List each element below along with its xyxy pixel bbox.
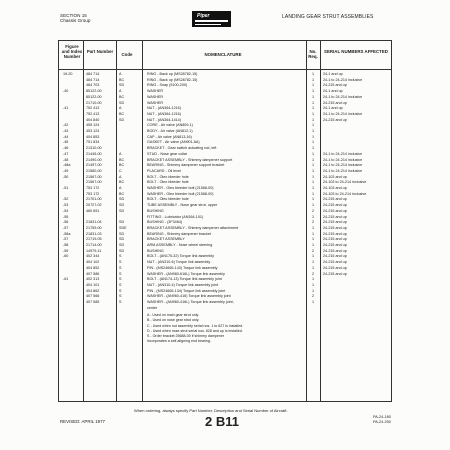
qty-required-cell: 1 [311, 100, 315, 105]
serial-numbers-cell: 24-103 to 24-214 inclusive [323, 191, 367, 196]
part-number-cell: 21490-00 [86, 157, 102, 162]
nomenclature-cell: BRACKET ASSEMBLY - Shimmy dampener attachment [147, 225, 239, 230]
figure-index-cell: -49 [63, 168, 69, 173]
code-cell: C [119, 168, 122, 173]
nomenclature-cell: WASHER [147, 89, 164, 94]
serial-numbers-cell: 24-1 and up [323, 89, 343, 94]
qty-required-cell: 1 [311, 72, 315, 76]
col-header-code: Code [121, 52, 133, 57]
part-number-cell: 753 172 [86, 191, 100, 196]
col-header-nomenclature: NOMENCLATURE [204, 52, 242, 57]
nomenclature-cell: BEARING - Shimmy dampener bracket [147, 231, 211, 236]
part-number-cell: 85122-00 [86, 89, 102, 94]
figure-index-cell: -53 [63, 203, 69, 208]
logo-text: Piper [197, 13, 210, 19]
figure-index-cell: -61 [63, 277, 69, 282]
code-cell: S [119, 300, 122, 304]
part-number-cell: 402 344 [86, 254, 100, 259]
part-number-cell: 407 586 [86, 271, 100, 276]
nomenclature-cell: RING - Snap (5100-200) [147, 83, 188, 88]
nomenclature-cell: PLACARD - Oil level [147, 168, 181, 173]
code-cell: SD [119, 208, 125, 213]
code-cell: A [119, 151, 122, 156]
part-number-cell: 404 102 [86, 260, 100, 265]
model-code: PA-24-250 [373, 420, 391, 425]
serial-numbers-cell: 24-1 to 24-214 inclusive [323, 163, 363, 168]
group-label: Chassis Group [60, 18, 91, 24]
part-number-cell: 21714-00 [86, 243, 102, 247]
qty-required-cell: 1 [311, 180, 315, 185]
serial-numbers-cell: 24-1 to 24-214 inclusive [323, 94, 363, 99]
serial-numbers-cell: 24-215 and up [323, 237, 347, 242]
part-number-cell: 404 853 [86, 134, 100, 139]
qty-required-cell: 1 [311, 129, 315, 133]
qty-required-cell: 1 [311, 214, 315, 219]
nomenclature-cell: ARM ASSEMBLY - Nose wheel steering [147, 243, 213, 247]
serial-numbers-cell: 24-1 to 24-214 inclusive [323, 168, 363, 173]
nomenclature-cell: PIN - (MS24665-134) Torque link assembly joint [147, 288, 226, 293]
nomenclature-cell: NUT - (AN310-4) Torque link assembly joint [147, 282, 218, 287]
serial-numbers-cell: 24-1 and up [323, 72, 343, 76]
serial-numbers-cell: 24-215 and up [323, 254, 347, 259]
serial-numbers-cell: 24-1 to 24-214 inclusive [323, 77, 363, 82]
nomenclature-cell: GASKET - Air valve (AN901-6A) [147, 140, 200, 145]
serial-numbers-cell: 24-215 and up [323, 260, 347, 265]
part-number-cell: 404 862 [86, 288, 100, 293]
figure-index-cell: -50 [63, 174, 69, 179]
nomenclature-cell: WASHER - (AN960-616L) Torque link assembly [147, 271, 225, 276]
qty-required-cell: 2 [311, 248, 315, 253]
part-number-cell: 21445-00 [86, 151, 102, 156]
serial-numbers-cell: 24-103 and up [323, 186, 347, 190]
figure-index-cell: -58 [63, 243, 69, 247]
qty-required-cell: 2 [311, 208, 315, 213]
qty-required-cell: 1 [311, 89, 315, 94]
serial-numbers-cell: 24-1 to 24-214 inclusive [323, 151, 363, 156]
figure-index-cell: -51 [63, 186, 69, 190]
code-cell: S [119, 254, 122, 259]
code-cell: SD [119, 243, 125, 247]
code-cell: SD [119, 203, 125, 208]
nomenclature-cell: NUT - (AN364-1414) [147, 117, 181, 122]
code-cell: SD [119, 248, 125, 253]
nomenclature-cell: RING - Back up (MS28782-15) [147, 77, 198, 82]
code-cell: BC [119, 191, 125, 196]
code-cell: BC [119, 77, 125, 82]
page-title: LANDING GEAR STRUT ASSEMBLIES [282, 14, 374, 20]
figure-index-cell: -46 [63, 146, 69, 151]
note-line: A - Used on main gear strut only. [147, 313, 200, 317]
nomenclature-cell: WASHER - (AN960-416L) Torque link assembly joint, [147, 300, 234, 304]
nomenclature-cell: WASHER - Oleo bleeder bolt (21568-00) [147, 186, 214, 190]
serial-numbers-cell: 24-215 and up [323, 225, 347, 230]
part-number-cell: 404 840 [86, 117, 100, 122]
part-number-cell: 407 566 [86, 294, 100, 299]
col-header-figure: Figure and Index Number [61, 44, 83, 59]
serial-numbers-cell: 24-215 and up [323, 100, 347, 105]
code-cell: SD [119, 100, 125, 105]
serial-numbers-cell: 24-215 and up [323, 83, 347, 88]
code-cell: BC [119, 157, 125, 162]
nomenclature-cell: CAP - Air valve (AN813-16) [147, 134, 192, 139]
serial-numbers-cell: 24-1 and up [323, 106, 343, 111]
part-number-cell: 21310-00 [86, 146, 102, 151]
part-number-cell: 484 714 [86, 77, 100, 82]
piper-logo [192, 11, 231, 27]
revised-date: REVISED: APRIL 1977 [60, 419, 105, 424]
qty-required-cell: 2 [311, 220, 315, 225]
nomenclature-cell: BOLT - (AN175-32) Torque link assembly [147, 254, 215, 259]
nomenclature-cell: WASHER - Oleo bleeder bolt (21568-00) [147, 191, 214, 196]
figure-index-cell: -42 [63, 123, 69, 128]
code-cell: A [119, 186, 122, 190]
qty-required-cell: 1 [311, 203, 315, 208]
qty-required-cell: 1 [311, 265, 315, 270]
qty-required-cell: 1 [311, 237, 315, 242]
nomenclature-cell: BODY - Air valve (AN812-1) [147, 129, 193, 133]
part-number-cell: 752 413 [86, 111, 100, 116]
part-number-cell: 21719-05 [86, 237, 102, 242]
qty-required-cell: 1 [311, 260, 315, 265]
qty-required-cell: 1 [311, 151, 315, 156]
part-number-cell: 404 101 [86, 282, 100, 287]
qty-required-cell: 1 [311, 225, 315, 230]
nomenclature-cell: center [147, 305, 158, 310]
nomenclature-cell: NUT - (AN310-6) Torque link assembly [147, 260, 211, 265]
qty-required-cell: 1 [311, 254, 315, 259]
part-number-cell: 402 313 [86, 277, 100, 282]
code-cell: SD [119, 220, 125, 225]
code-cell: SD [119, 83, 125, 88]
note-line: S - Order bracket 25688-00 if shimmy dampener [147, 334, 225, 339]
figure-index-cell: -54 [63, 208, 69, 213]
nomenclature-cell: NUT - (AN364-1216) [147, 111, 181, 116]
page-number: 2 B11 [205, 414, 239, 429]
nomenclature-cell: FITTING - Lubricator (AN364-101) [147, 214, 204, 219]
nomenclature-cell: STUD - Nose gear collar [147, 151, 188, 156]
part-number-cell: 21831-04 [86, 220, 102, 225]
nomenclature-cell: BOLT - Oleo bleeder hole [147, 197, 189, 202]
part-number-cell: 753 172 [86, 186, 100, 190]
figure-index-cell: -57 [63, 237, 69, 242]
part-number-cell: 20727-02 [86, 203, 102, 208]
part-number-cell: 460 691 [86, 208, 100, 213]
table-row [59, 305, 393, 311]
code-cell: S [119, 282, 122, 287]
figure-index-cell: -58a [63, 231, 71, 236]
part-number-cell: 21567-00 [86, 180, 102, 185]
code-cell: SD [119, 231, 125, 236]
qty-required-cell: 1 [311, 191, 315, 196]
qty-required-cell: 1 [311, 123, 315, 128]
nomenclature-cell: WASHER [147, 100, 164, 105]
model-code: PA-24-180 [373, 415, 391, 419]
figure-index-cell: -60 [63, 254, 69, 259]
nomenclature-cell: BRACKET ASSEMBLY - Shimmy dampener support [147, 157, 233, 162]
qty-required-cell: 1 [311, 111, 315, 116]
code-cell: S [119, 294, 122, 299]
code-cell: S [119, 271, 122, 276]
qty-required-cell: 1 [311, 186, 315, 190]
nomenclature-cell: NUT - (AN364-1216) [147, 106, 181, 111]
part-number-cell: 21710-00 [86, 100, 102, 105]
part-number-cell: 484 703 [86, 83, 100, 88]
nomenclature-cell: BOLT - (AN174-13) Torque link assembly joint [147, 277, 222, 282]
figure-index-cell: -52 [63, 197, 69, 202]
serial-numbers-cell: 24-215 and up [323, 231, 347, 236]
nomenclature-cell: BRACKET ASSEMBLY [147, 237, 185, 242]
part-number-cell: 21567-00 [86, 174, 102, 179]
code-cell: SD [119, 197, 125, 202]
code-cell: BC [119, 180, 125, 185]
serial-numbers-cell: 24-103 to 24-214 inclusive [323, 180, 367, 185]
figure-index-cell: -43 [63, 129, 69, 133]
code-cell: S [119, 288, 122, 293]
nomenclature-cell: BRACKET - Gear switch actuating rod, left [147, 146, 217, 151]
code-cell: S [119, 265, 122, 270]
figure-index-cell: -59 [63, 248, 69, 253]
figure-index-cell: -48 [63, 157, 69, 162]
code-cell: S [119, 260, 122, 265]
figure-index-cell: -41 [63, 106, 69, 111]
code-cell: A [119, 174, 122, 179]
serial-numbers-cell: 24-215 and up [323, 248, 347, 253]
qty-required-cell: 1 [311, 117, 315, 122]
code-cell: BC [119, 111, 125, 116]
code-cell: A [119, 89, 122, 94]
qty-required-cell: 1 [311, 243, 315, 247]
nomenclature-cell: WASHER [147, 94, 164, 99]
code-cell: SD [119, 117, 125, 122]
ordering-note: When ordering, always specify Part Number, Description and Serial Number of Aircraft. [134, 408, 288, 413]
col-header-req: No. Req. [308, 49, 318, 59]
figure-index-cell: 19-20 [63, 72, 73, 76]
qty-required-cell: 2 [311, 271, 315, 276]
note-line: C - Used when nut assembly serial nos. 1 to 627 is installed. [147, 323, 244, 328]
part-number-cell: 14979-11 [86, 248, 102, 253]
serial-numbers-cell: 24-103 and up [323, 174, 347, 179]
code-cell: A [119, 72, 122, 76]
code-cell: BC [119, 94, 125, 99]
parts-table [58, 40, 392, 402]
part-number-cell: 21701-00 [86, 197, 102, 202]
serial-numbers-cell: 24-1 to 24-214 inclusive [323, 111, 363, 116]
nomenclature-cell: BEARING - Shimmy dampener support bracket [147, 163, 225, 168]
qty-required-cell: 1 [311, 197, 315, 202]
qty-required-cell: 1 [311, 163, 315, 168]
code-cell: BC [119, 163, 125, 168]
part-number-cell: 752 413 [86, 106, 100, 111]
nomenclature-cell: BUSHING [147, 208, 164, 213]
model-codes [373, 415, 391, 425]
nomenclature-cell: BOLT - Oleo bleeder hole [147, 174, 189, 179]
section-label: SECTION 15 [60, 13, 87, 18]
serial-numbers-cell: 24-215 and up [323, 243, 347, 247]
figure-index-cell: -47 [63, 151, 69, 156]
code-cell: SDE [119, 225, 127, 230]
logo-bar-2 [195, 24, 221, 26]
figure-index-cell: -55 [63, 214, 69, 219]
nomenclature-cell: CORE - Air valve (AN809-1) [147, 123, 193, 128]
col-header-serial: SERIAL NUMBERS AFFECTED [324, 49, 388, 54]
code-cell: S [119, 277, 122, 282]
qty-required-cell: 1 [311, 94, 315, 99]
qty-required-cell: 1 [311, 288, 315, 293]
qty-required-cell: 1 [311, 140, 315, 145]
qty-required-cell: 1 [311, 146, 315, 151]
figure-index-cell: -56 [63, 220, 69, 225]
nomenclature-cell: RING - Back up (MS28782-15) [147, 72, 198, 76]
serial-numbers-cell: 24-215 and up [323, 265, 347, 270]
qty-required-cell: 1 [311, 134, 315, 139]
part-number-cell: 21759-00 [86, 225, 102, 230]
serial-numbers-cell: 24-215 and up [323, 220, 347, 225]
nomenclature-cell: WASHER - (AN960-416) Torque link assembly joint [147, 294, 231, 299]
qty-required-cell: 2 [311, 294, 315, 299]
figure-index-cell: -57 [63, 225, 69, 230]
figure-index-cell: -44 [63, 134, 69, 139]
note-line: D - Used when nose strut serial nos. 628 and up is installed. [147, 328, 243, 333]
note-line: B - Used on nose gear strut only. [147, 318, 200, 323]
part-number-cell: 21580-00 [86, 168, 102, 173]
note-line: incorporates a self-aligning end bearing. [147, 339, 211, 344]
figure-index-cell: -45 [63, 140, 69, 145]
qty-required-cell: 1 [311, 77, 315, 82]
part-number-cell: 85122-00 [86, 94, 102, 99]
qty-required-cell: 1 [311, 83, 315, 88]
qty-required-cell: 1 [311, 106, 315, 111]
part-number-cell: 21831-03 [86, 231, 102, 236]
qty-required-cell: 1 [311, 168, 315, 173]
part-number-cell: 407 585 [86, 300, 100, 304]
qty-required-cell: 1 [311, 174, 315, 179]
qty-required-cell: 1 [311, 300, 315, 304]
part-number-cell: 455 124 [86, 123, 100, 128]
qty-required-cell: 1 [311, 277, 315, 282]
serial-numbers-cell: 24-215 and up [323, 117, 347, 122]
part-number-cell: 453 124 [86, 129, 100, 133]
part-number-cell: 751 834 [86, 140, 100, 145]
col-header-part: Part Number [86, 49, 114, 54]
serial-numbers-cell: 24-215 and up [323, 271, 347, 276]
logo-bar [195, 20, 228, 22]
nomenclature-cell: BUSHING [147, 248, 164, 253]
code-cell: A [119, 106, 122, 111]
code-notes [147, 313, 243, 345]
figure-index-cell: -40 [63, 89, 69, 94]
serial-numbers-cell: 24-215 and up [323, 203, 347, 208]
nomenclature-cell: TUBE ASSEMBLY - Nose gear strut, upper [147, 203, 218, 208]
qty-required-cell: 1 [311, 157, 315, 162]
figure-index-cell: -48a [63, 163, 71, 168]
part-number-cell: 21497-00 [86, 163, 102, 168]
qty-required-cell: 1 [311, 282, 315, 287]
part-number-cell: 484 714 [86, 72, 100, 76]
serial-numbers-cell: 24-215 and up [323, 214, 347, 219]
serial-numbers-cell: 24-215 and up [323, 197, 347, 202]
part-number-cell: 404 852 [86, 265, 100, 270]
qty-required-cell: 1 [311, 231, 315, 236]
serial-numbers-cell: 24-1 to 24-214 inclusive [323, 157, 363, 162]
serial-numbers-cell: 24-215 and up [323, 208, 347, 213]
section-header [60, 13, 90, 24]
code-cell: SD [119, 237, 125, 242]
nomenclature-cell: BUSHING - (3F3464) [147, 220, 183, 225]
nomenclature-cell: PIN - (MS24665-143) Torque link assembly [147, 265, 218, 270]
table-header [59, 41, 391, 70]
nomenclature-cell: BOLT - Oleo bleeder hole [147, 180, 189, 185]
